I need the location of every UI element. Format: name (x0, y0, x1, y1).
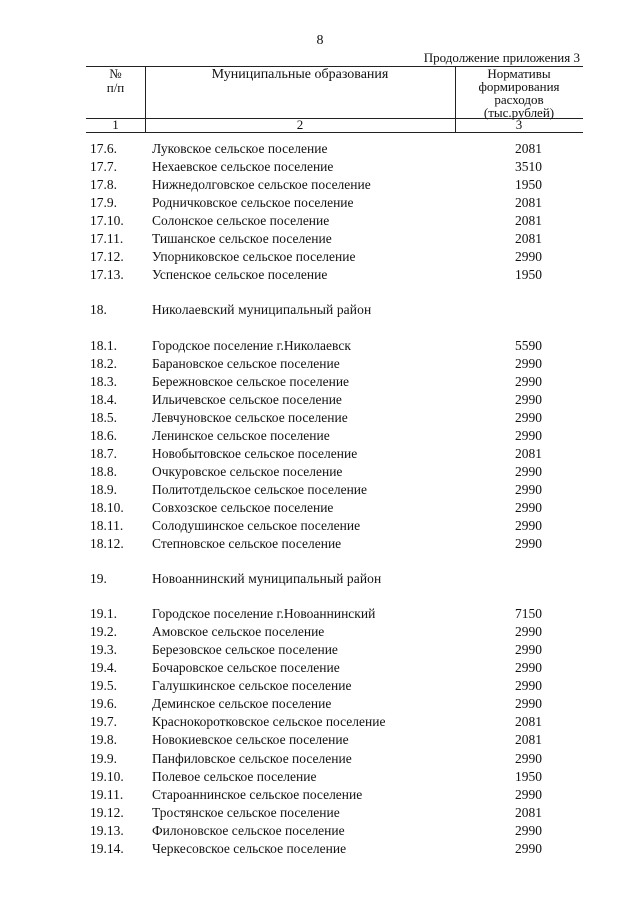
table-row (0, 840, 640, 858)
settlement-name: Степновское сельское поселение (152, 536, 342, 551)
norm-value: 2990 (515, 678, 542, 694)
settlement-name: Панфиловское сельское поселение (152, 750, 352, 766)
settlement-name: Ленинское сельское поселение (152, 427, 330, 443)
norm-value: 2990 (515, 624, 542, 640)
norm-value: 2081 (515, 445, 542, 461)
table-row (0, 659, 640, 677)
settlement-name: Успенское сельское поселение (152, 267, 328, 283)
norm-value: 2990 (515, 840, 542, 856)
row-number: 19.3. (90, 642, 117, 658)
settlement-name: Тростянское сельское поселение (152, 804, 340, 820)
table-row (0, 786, 640, 804)
settlement-name: Солонское сельское поселение (152, 213, 330, 229)
settlement-name: Луковское сельское поселение (152, 141, 328, 156)
settlement-name: Бочаровское сельское поселение (152, 660, 340, 676)
table-row (0, 750, 640, 768)
row-number: 19.4. (90, 660, 117, 676)
table-row (0, 373, 640, 391)
settlement-name: Городское поселение г.Новоаннинский (152, 606, 376, 622)
header-col-norms-line2: формирования (478, 79, 560, 94)
norm-value: 5590 (515, 337, 542, 353)
row-number: 17.13. (90, 267, 124, 283)
table-row (0, 248, 640, 266)
district-name: Новоаннинский муниципальный район (152, 571, 382, 587)
table-row (0, 391, 640, 409)
settlement-name: Краснокоротковское сельское поселение (152, 714, 386, 730)
norm-value: 2990 (515, 249, 542, 265)
norm-value: 1950 (515, 177, 542, 193)
settlement-name: Полевое сельское поселение (152, 768, 317, 784)
row-number: 18.9. (90, 481, 117, 497)
settlement-name: Амовское сельское поселение (152, 624, 325, 640)
row-number: 19.5. (90, 678, 117, 694)
settlement-name: Филоновское сельское поселение (152, 822, 345, 838)
table-row (0, 176, 640, 194)
settlement-name: Упорниковское сельское поселение (152, 249, 356, 265)
settlement-name: Деминское сельское поселение (152, 696, 332, 712)
norm-value: 2990 (515, 481, 542, 497)
settlement-name: Солодушинское сельское поселение (152, 518, 361, 533)
settlement-name: Ильичевское сельское поселение (152, 391, 342, 407)
row-number: 18.6. (90, 427, 117, 443)
row-number: 18.2. (90, 355, 117, 371)
page-number: 8 (316, 33, 324, 48)
norm-value: 1950 (515, 768, 542, 784)
header-col-norms-line4: (тыс.рублей) (483, 105, 555, 120)
norm-value: 2990 (515, 696, 542, 712)
norm-value: 2990 (515, 822, 542, 838)
row-number: 19.11. (90, 786, 124, 802)
table-row (0, 355, 640, 373)
settlement-name: Нехаевское сельское поселение (152, 159, 334, 175)
norm-value: 2990 (515, 463, 542, 479)
norm-value: 1950 (515, 267, 542, 283)
row-number: 17.8. (90, 177, 117, 193)
row-number: 19.8. (90, 732, 117, 748)
table-row (0, 481, 640, 499)
settlement-name: Политотдельское сельское поселение (152, 481, 368, 497)
row-number: 19. (90, 571, 107, 587)
row-number: 17.6. (90, 141, 117, 156)
settlement-name: Совхозское сельское поселение (152, 499, 334, 515)
norm-value: 2081 (515, 195, 542, 211)
table-row (0, 804, 640, 822)
settlement-name: Левчуновское сельское поселение (152, 409, 348, 425)
row-number: 18.12. (90, 536, 124, 551)
header-col-norms-line3: расходов (494, 92, 544, 107)
row-number: 18.7. (90, 445, 117, 461)
table-row (0, 409, 640, 427)
settlement-name: Очкуровское сельское поселение (152, 463, 343, 479)
norm-value: 3510 (515, 159, 542, 175)
row-number: 17.12. (90, 249, 124, 265)
norm-value: 2990 (515, 355, 542, 371)
table-row (0, 535, 640, 553)
row-number: 19.10. (90, 768, 124, 784)
header-col-municipality: Муниципальные образования (211, 67, 389, 82)
settlement-name: Бережновское сельское поселение (152, 373, 350, 389)
norm-value: 2990 (515, 642, 542, 658)
table-row (0, 212, 640, 230)
settlement-name: Березовское сельское поселение (152, 642, 338, 658)
row-number: 19.14. (90, 840, 124, 856)
norm-value: 2990 (515, 409, 542, 425)
district-name: Николаевский муниципальный район (152, 302, 372, 318)
settlement-name: Новокиевское сельское поселение (152, 732, 349, 748)
table-row (0, 499, 640, 517)
settlement-name: Староаннинское сельское поселение (152, 786, 363, 802)
table-row (0, 517, 640, 535)
row-number: 19.13. (90, 822, 124, 838)
row-number: 18.10. (90, 499, 124, 515)
row-number: 19.1. (90, 606, 117, 622)
settlement-name: Новобытовское сельское поселение (152, 445, 358, 461)
row-number: 17.9. (90, 195, 117, 211)
row-number: 18.1. (90, 337, 117, 353)
table-row (0, 194, 640, 212)
table-row (0, 677, 640, 695)
norm-value: 2990 (515, 373, 542, 389)
row-number: 17.10. (90, 213, 124, 229)
column-index-3: 3 (515, 117, 523, 132)
norm-value: 2990 (515, 499, 542, 515)
row-number: 19.7. (90, 714, 117, 730)
row-number: 18.8. (90, 463, 117, 479)
settlement-name: Городское поселение г.Николаевск (152, 337, 351, 353)
table-row (0, 605, 640, 623)
table-row (0, 822, 640, 840)
row-number: 19.9. (90, 750, 117, 766)
table-row (0, 337, 640, 355)
header-col-number-line2: п/п (106, 80, 125, 95)
header-col-norms-line1: Нормативы (487, 66, 551, 81)
norm-value: 2081 (515, 213, 542, 229)
norm-value: 2081 (515, 804, 542, 820)
settlement-name: Родничковское сельское поселение (152, 195, 354, 211)
norm-value: 2990 (515, 750, 542, 766)
table-row (0, 230, 640, 248)
continuation-note: Продолжение приложения 3 (423, 50, 580, 65)
norm-value: 2990 (515, 536, 542, 551)
norm-value: 2990 (515, 391, 542, 407)
row-number: 18.11. (90, 518, 124, 533)
row-number: 19.12. (90, 804, 124, 820)
row-number: 17.7. (90, 159, 117, 175)
table-row (0, 731, 640, 749)
norm-value: 2081 (515, 732, 542, 748)
row-number: 18.3. (90, 373, 117, 389)
settlement-name: Тишанское сельское поселение (152, 231, 332, 247)
table-row (0, 623, 640, 641)
norm-value: 2081 (515, 714, 542, 730)
table-row (0, 695, 640, 713)
row-number: 18.4. (90, 391, 117, 407)
table-row (0, 158, 640, 176)
norm-value: 2081 (515, 141, 542, 156)
column-index-1: 1 (112, 117, 119, 132)
table-row (0, 768, 640, 786)
table-row (0, 445, 640, 463)
table-row (0, 140, 640, 158)
norm-value: 2990 (515, 660, 542, 676)
table-row (0, 463, 640, 481)
row-number: 19.2. (90, 624, 117, 640)
settlement-name: Барановское сельское поселение (152, 355, 340, 371)
table-row (0, 266, 640, 284)
settlement-name: Черкесовское сельское поселение (152, 840, 347, 856)
row-number: 18.5. (90, 409, 117, 425)
header-col-number-line1: № (109, 66, 122, 81)
section-row (0, 570, 640, 588)
settlement-name: Нижнедолговское сельское поселение (152, 177, 371, 193)
norm-value: 2990 (515, 518, 542, 533)
table-row (0, 641, 640, 659)
norm-value: 2081 (515, 231, 542, 247)
table-row (0, 713, 640, 731)
norm-value: 7150 (515, 606, 542, 622)
row-number: 18. (90, 302, 107, 318)
section-row (0, 301, 640, 319)
table-row (0, 427, 640, 445)
norm-value: 2990 (515, 786, 542, 802)
norm-value: 2990 (515, 427, 542, 443)
settlement-name: Галушкинское сельское поселение (152, 678, 352, 694)
row-number: 17.11. (90, 231, 124, 247)
column-index-2: 2 (296, 117, 304, 132)
row-number: 19.6. (90, 696, 117, 712)
